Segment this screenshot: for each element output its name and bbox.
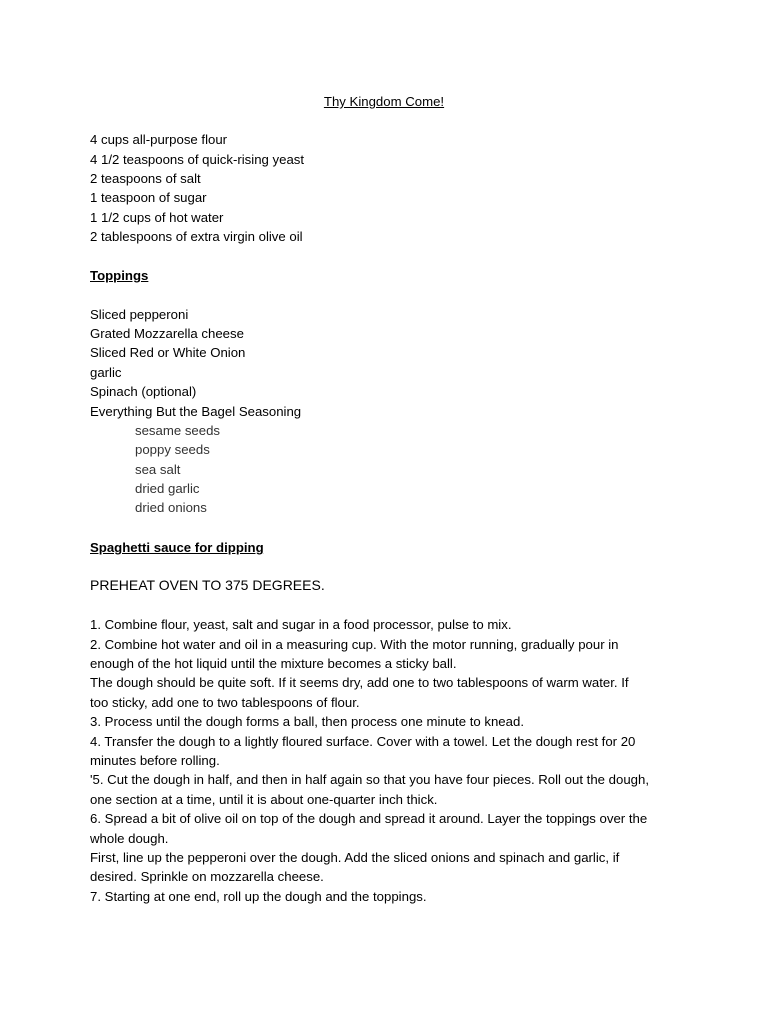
step-line: minutes before rolling.: [90, 753, 220, 768]
ingredient-line: 4 1/2 teaspoons of quick-rising yeast: [90, 152, 305, 167]
topping-line: Sliced Red or White Onion: [90, 345, 246, 360]
ingredient-line: 1 teaspoon of sugar: [90, 190, 207, 205]
topping-line: Grated Mozzarella cheese: [90, 326, 244, 341]
ingredient-line: 4 cups all-purpose flour: [90, 132, 228, 147]
preheat-instruction: PREHEAT OVEN TO 375 DEGREES.: [90, 577, 325, 593]
seasoning-item: dried garlic: [135, 481, 200, 496]
step-line: '5. Cut the dough in half, and then in half again so that you have four pieces. Roll out the dough,: [90, 772, 649, 787]
topping-line: Everything But the Bagel Seasoning: [90, 404, 302, 419]
step-line: 6. Spread a bit of olive oil on top of the dough and spread it around. Layer the toppings over the: [90, 811, 648, 826]
step-line: 2. Combine hot water and oil in a measuring cup. With the motor running, gradually pour in: [90, 637, 619, 652]
seasoning-item: sea salt: [135, 462, 181, 477]
step-line: The dough should be quite soft. If it seems dry, add one to two tablespoons of warm water. If: [90, 675, 629, 690]
topping-line: Spinach (optional): [90, 384, 197, 399]
topping-line: garlic: [90, 365, 122, 380]
step-line: enough of the hot liquid until the mixture becomes a sticky ball.: [90, 656, 457, 671]
step-line: 3. Process until the dough forms a ball, then process one minute to knead.: [90, 714, 524, 729]
seasoning-item: sesame seeds: [135, 423, 221, 438]
sauce-heading: Spaghetti sauce for dipping: [90, 540, 264, 555]
step-line: too sticky, add one to two tablespoons of flour.: [90, 695, 360, 710]
step-line: 7. Starting at one end, roll up the dough and the toppings.: [90, 889, 427, 904]
step-line: 4. Transfer the dough to a lightly floured surface. Cover with a towel. Let the dough rest for 20: [90, 734, 636, 749]
ingredient-line: 1 1/2 cups of hot water: [90, 210, 224, 225]
topping-line: Sliced pepperoni: [90, 307, 189, 322]
recipe-title: Thy Kingdom Come!: [323, 94, 445, 109]
toppings-heading: Toppings: [90, 268, 149, 283]
ingredient-line: 2 teaspoons of salt: [90, 171, 201, 186]
seasoning-item: dried onions: [135, 500, 207, 515]
step-line: 1. Combine flour, yeast, salt and sugar in a food processor, pulse to mix.: [90, 617, 512, 632]
step-line: one section at a time, until it is about one-quarter inch thick.: [90, 792, 438, 807]
step-line: whole dough.: [90, 831, 169, 846]
ingredient-line: 2 tablespoons of extra virgin olive oil: [90, 229, 303, 244]
step-line: desired. Sprinkle on mozzarella cheese.: [90, 869, 324, 884]
step-line: First, line up the pepperoni over the dough. Add the sliced onions and spinach and garlic, if: [90, 850, 620, 865]
seasoning-item: poppy seeds: [135, 442, 210, 457]
